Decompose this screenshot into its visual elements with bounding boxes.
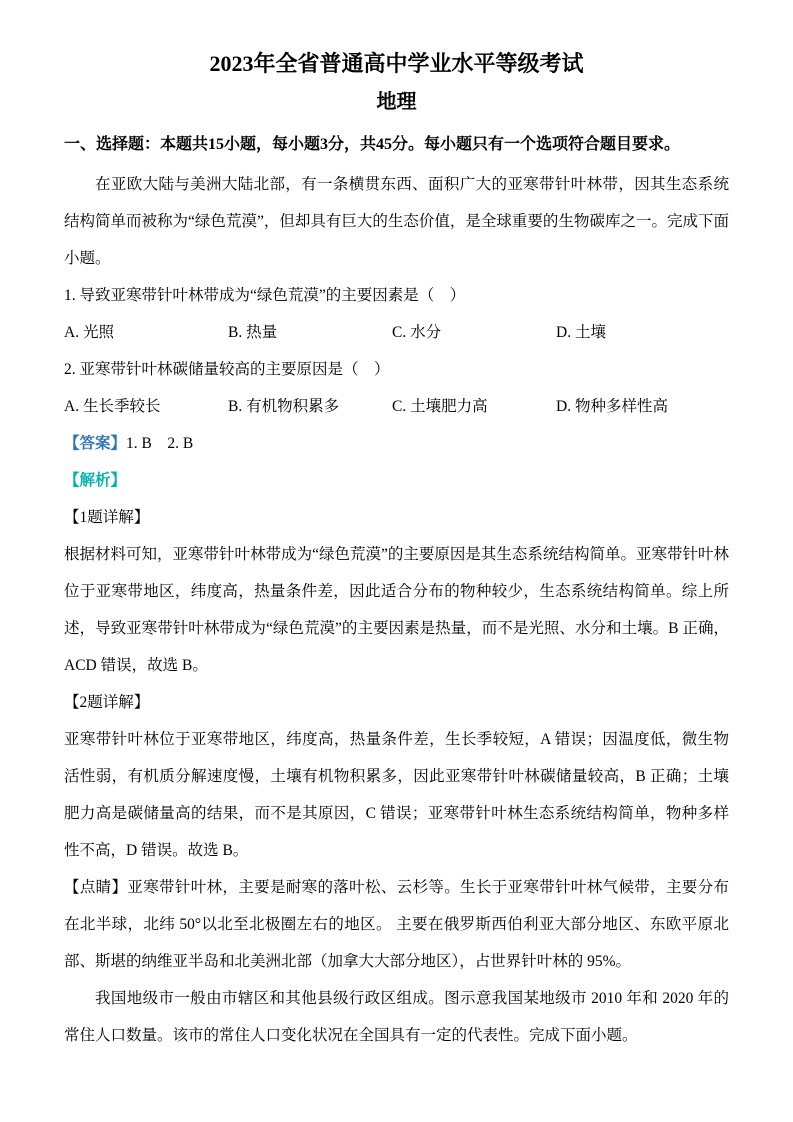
question-2-option-c: C. 土壤肥力高: [392, 397, 488, 415]
answer-line: [64, 425, 729, 462]
analysis-label: 【解析】: [64, 471, 127, 489]
passage-1: 在亚欧大陆与美洲大陆北部，有一条横贯东西、面积广大的亚寒带针叶林带，因其生态系统结构简单而被称为“绿色荒漠”，但却具有巨大的生态价值，是全球重要的生物碳库之一。完成下面小题。: [64, 175, 729, 267]
tip-text: 亚寒带针叶林，主要是耐寒的落叶松、云杉等。生长于亚寒带针叶林气候带，主要分布在北半球，北纬 50°以北至北极圈左右的地区。 主要在俄罗斯西伯利亚大部分地区、东欧平原北部、斯堪的纳维亚半岛和北美洲北部（加拿大大部分地区），占世界针叶林的 95%。: [64, 878, 729, 970]
question-2-options: [64, 388, 729, 425]
question-1-option-d: D. 土壤: [556, 323, 606, 341]
question-2-option-a: A. 生长季较长: [64, 397, 161, 415]
analysis-line: [64, 462, 729, 499]
document-title: 2023年全省普通高中学业水平等级考试: [209, 51, 584, 76]
question-1-option-c: C. 水分: [392, 323, 442, 341]
detail-1-label: 【1题详解】: [64, 508, 150, 526]
question-1: [64, 277, 729, 351]
question-1-stem: 1. 导致亚寒带针叶林带成为“绿色荒漠”的主要因素是（ ）: [64, 286, 466, 304]
detail-1-text: 根据材料可知，亚寒带针叶林带成为“绿色荒漠”的主要原因是其生态系统结构简单。亚寒带针叶林位于亚寒带地区，纬度高，热量条件差，因此适合分布的物种较少，生态系统结构简单。综上所述，导致亚寒带针叶林带成为“绿色荒漠”的主要因素是热量，而不是光照、水分和土壤。B 正确，ACD 错误，故选 B。: [64, 545, 729, 674]
detail-2-text: 亚寒带针叶林位于亚寒带地区，纬度高，热量条件差，生长季较短，A 错误；因温度低，微生物活性弱，有机质分解速度慢，土壤有机物积累多，因此亚寒带针叶林碳储量较高，B 正确；土壤肥力高是碳储量高的结果，而不是其原因，C 错误；亚寒带针叶林生态系统结构简单，物种多样性不高，D 错误。故选 B。: [64, 730, 729, 859]
detail-2-label: 【2题详解】: [64, 693, 150, 711]
question-2-option-d: D. 物种多样性高: [556, 397, 668, 415]
tip-label: 【点睛】: [64, 878, 128, 896]
question-1-option-b: B. 热量: [228, 323, 278, 341]
tip-paragraph: [64, 869, 729, 980]
section-heading: 一、选择题：本题共15小题，每小题3分，共45分。每小题只有一个选项符合题目要求。: [64, 135, 681, 153]
question-2-stem: 2. 亚寒带针叶林碳储量较高的主要原因是（ ）: [64, 360, 390, 378]
question-2: [64, 351, 729, 425]
question-1-option-a: A. 光照: [64, 323, 114, 341]
passage-2: 我国地级市一般由市辖区和其他县级行政区组成。图示意我国某地级市 2010 年和 2020 年的常住人口数量。该市的常住人口变化状况在全国具有一定的代表性。完成下面小题。: [64, 989, 729, 1044]
answer-value: 1. B 2. B: [126, 434, 194, 452]
question-2-option-b: B. 有机物积累多: [228, 397, 340, 415]
question-1-options: [64, 314, 729, 351]
answer-label: 【答案】: [64, 434, 127, 452]
subject-title: 地理: [376, 90, 417, 113]
